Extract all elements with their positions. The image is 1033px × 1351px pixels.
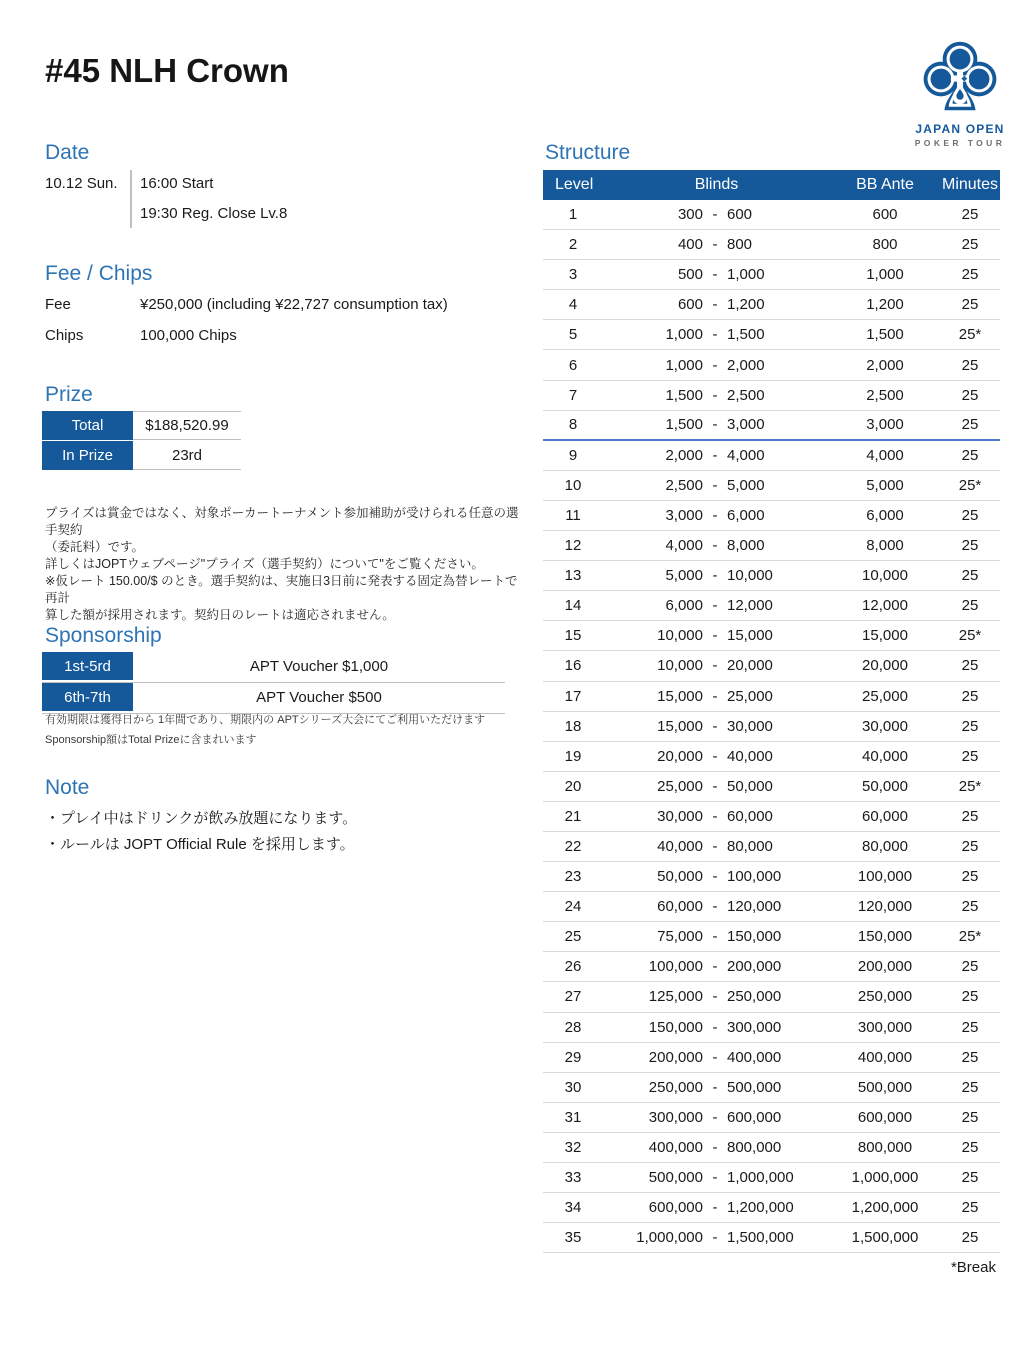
- level-cell: 4: [568, 296, 578, 314]
- structure-row-level-20: [543, 772, 1000, 802]
- level-cell: 32: [564, 1138, 582, 1156]
- structure-row-level-9: [543, 441, 1000, 471]
- small-blind-cell: 6,000: [665, 597, 703, 615]
- bb-ante-cell: 1,200: [866, 296, 904, 314]
- bb-ante-cell: 200,000: [857, 958, 913, 976]
- prize-disclaimer-line: 詳しくはJOPTウェブページ"プライズ（選手契約）について"をご覧ください。: [45, 557, 484, 571]
- minutes-cell: 25: [961, 1199, 979, 1217]
- prize-row: [42, 411, 241, 441]
- bb-ante-cell: 2,000: [866, 356, 904, 374]
- big-blind-cell: 1,200,000: [727, 1199, 794, 1217]
- date-start-time: 16:00 Start: [140, 175, 214, 192]
- column-header-level: Level: [555, 176, 594, 193]
- level-cell: 14: [564, 597, 582, 615]
- small-blind-cell: 30,000: [657, 807, 703, 825]
- minutes-cell: 25: [961, 958, 979, 976]
- minutes-cell: 25: [961, 416, 979, 434]
- blinds-separator: -: [712, 476, 718, 494]
- structure-row-level-23: [543, 862, 1000, 892]
- bb-ante-cell: 10,000: [862, 567, 908, 585]
- small-blind-cell: 60,000: [657, 898, 703, 916]
- small-blind-cell: 500,000: [648, 1169, 703, 1187]
- big-blind-cell: 60,000: [727, 807, 773, 825]
- structure-row-level-18: [543, 712, 1000, 742]
- sponsorship-note-line: Sponsorship額はTotal Prizeに含まれいます: [45, 734, 257, 746]
- small-blind-cell: 600: [677, 296, 703, 314]
- prize-row-value: 23rd: [133, 441, 241, 470]
- note-item: ・プレイ中はドリンクが飲み放題になります。: [45, 810, 358, 827]
- blinds-separator: -: [712, 236, 718, 254]
- big-blind-cell: 2,000: [727, 356, 765, 374]
- bb-ante-cell: 150,000: [857, 928, 913, 946]
- blinds-separator: -: [712, 567, 718, 585]
- small-blind-cell: 400,000: [648, 1138, 703, 1156]
- minutes-cell: 25: [961, 567, 979, 585]
- prize-disclaimer: [45, 505, 525, 624]
- big-blind-cell: 500,000: [727, 1078, 782, 1096]
- structure-row-level-11: [543, 501, 1000, 531]
- date-heading: Date: [45, 141, 90, 164]
- big-blind-cell: 80,000: [727, 838, 773, 856]
- structure-row-level-35: [543, 1223, 1000, 1253]
- level-cell: 15: [564, 627, 582, 645]
- sponsorship-heading: Sponsorship: [45, 624, 162, 647]
- level-cell: 13: [564, 567, 582, 585]
- structure-row-level-14: [543, 591, 1000, 621]
- prize-disclaimer-line: 算した額が採用されます。契約日のレートは適応されません。: [45, 608, 395, 622]
- minutes-cell: 25: [961, 1108, 979, 1126]
- level-cell: 9: [568, 446, 578, 464]
- big-blind-cell: 20,000: [727, 657, 773, 675]
- blinds-separator: -: [712, 988, 718, 1006]
- prize-heading: Prize: [45, 383, 93, 406]
- blinds-separator: -: [712, 928, 718, 946]
- minutes-cell: 25: [961, 1169, 979, 1187]
- blinds-separator: -: [712, 1199, 718, 1217]
- structure-row-level-2: [543, 230, 1000, 260]
- prize-table: [42, 411, 241, 471]
- minutes-cell: 25: [961, 1229, 979, 1247]
- structure-row-level-22: [543, 832, 1000, 862]
- minutes-cell: 25: [961, 386, 979, 404]
- structure-row-level-13: [543, 561, 1000, 591]
- minutes-cell: 25: [961, 356, 979, 374]
- blinds-separator: -: [712, 206, 718, 224]
- big-blind-cell: 300,000: [727, 1018, 782, 1036]
- minutes-cell: 25: [961, 717, 979, 735]
- structure-row-level-31: [543, 1103, 1000, 1133]
- level-cell: 1: [568, 206, 578, 224]
- blinds-separator: -: [712, 868, 718, 886]
- bb-ante-cell: 40,000: [862, 747, 908, 765]
- bb-ante-cell: 800: [872, 236, 898, 254]
- structure-row-level-34: [543, 1193, 1000, 1223]
- blinds-separator: -: [712, 777, 718, 795]
- small-blind-cell: 100,000: [648, 958, 703, 976]
- blinds-separator: -: [712, 446, 718, 464]
- structure-table: [543, 170, 1000, 1253]
- small-blind-cell: 300,000: [648, 1108, 703, 1126]
- minutes-cell: 25: [961, 868, 979, 886]
- structure-heading: Structure: [545, 141, 631, 164]
- level-cell: 12: [564, 537, 582, 555]
- minutes-cell: 25: [961, 687, 979, 705]
- sponsorship-row-value: APT Voucher $500: [256, 688, 382, 706]
- minutes-cell: 25: [961, 1138, 979, 1156]
- bb-ante-cell: 1,500,000: [851, 1229, 919, 1247]
- sponsorship-row-label: 6th-7th: [42, 683, 133, 711]
- jopt-logo: [905, 38, 1015, 148]
- minutes-cell: 25: [961, 1048, 979, 1066]
- big-blind-cell: 600,000: [727, 1108, 782, 1126]
- structure-row-level-3: [543, 260, 1000, 290]
- minutes-cell: 25*: [958, 928, 982, 946]
- bb-ante-cell: 500,000: [857, 1078, 913, 1096]
- level-cell: 34: [564, 1199, 582, 1217]
- column-header-bb-ante: BB Ante: [856, 176, 914, 193]
- small-blind-cell: 1,500: [665, 386, 703, 404]
- column-header-blinds: Blinds: [694, 176, 739, 193]
- big-blind-cell: 800: [727, 236, 753, 254]
- bb-ante-cell: 1,500: [866, 326, 904, 344]
- prize-disclaimer-line: プライズは賞金ではなく、対象ポーカートーナメント参加補助が受けられる任意の選手契約: [45, 506, 519, 537]
- structure-row-level-30: [543, 1073, 1000, 1103]
- big-blind-cell: 50,000: [727, 777, 773, 795]
- big-blind-cell: 200,000: [727, 958, 782, 976]
- break-footnote: *Break: [950, 1259, 996, 1276]
- structure-row-level-27: [543, 982, 1000, 1012]
- small-blind-cell: 50,000: [657, 868, 703, 886]
- blinds-separator: -: [712, 597, 718, 615]
- structure-row-level-8: [543, 411, 1000, 441]
- small-blind-cell: 40,000: [657, 838, 703, 856]
- date-reg-close: 19:30 Reg. Close Lv.8: [140, 205, 288, 222]
- prize-disclaimer-line: （委託料）です。: [45, 540, 145, 554]
- sponsorship-table: [42, 652, 505, 714]
- big-blind-cell: 12,000: [727, 597, 773, 615]
- small-blind-cell: 15,000: [657, 687, 703, 705]
- big-blind-cell: 5,000: [727, 476, 765, 494]
- fee-value: ¥250,000 (including ¥22,727 consumption tax): [140, 296, 448, 313]
- level-cell: 8: [568, 416, 578, 434]
- level-cell: 29: [564, 1048, 582, 1066]
- blinds-separator: -: [712, 717, 718, 735]
- minutes-cell: 25: [961, 807, 979, 825]
- level-cell: 35: [564, 1229, 582, 1247]
- bb-ante-cell: 5,000: [866, 476, 904, 494]
- minutes-cell: 25: [961, 537, 979, 555]
- big-blind-cell: 2,500: [727, 386, 765, 404]
- sponsorship-row-value: APT Voucher $1,000: [249, 657, 389, 675]
- chips-value: 100,000 Chips: [140, 327, 237, 344]
- structure-row-level-7: [543, 381, 1000, 411]
- sponsorship-row-label: 1st-5rd: [42, 652, 133, 680]
- club-icon: [921, 38, 999, 120]
- bb-ante-cell: 120,000: [857, 898, 913, 916]
- small-blind-cell: 125,000: [648, 988, 703, 1006]
- minutes-cell: 25*: [958, 777, 982, 795]
- blinds-separator: -: [712, 537, 718, 555]
- prize-row: [42, 441, 241, 471]
- prize-row-value: $188,520.99: [133, 411, 241, 440]
- structure-row-level-25: [543, 922, 1000, 952]
- blinds-separator: -: [712, 1108, 718, 1126]
- minutes-cell: 25: [961, 506, 979, 524]
- level-cell: 2: [568, 236, 578, 254]
- level-cell: 10: [564, 476, 582, 494]
- minutes-cell: 25: [961, 988, 979, 1006]
- minutes-cell: 25: [961, 296, 979, 314]
- level-cell: 26: [564, 958, 582, 976]
- minutes-cell: 25: [961, 597, 979, 615]
- blinds-separator: -: [712, 838, 718, 856]
- logo-text-poker-tour: POKER TOUR: [914, 138, 1006, 148]
- bb-ante-cell: 3,000: [866, 416, 904, 434]
- small-blind-cell: 5,000: [665, 567, 703, 585]
- blinds-separator: -: [712, 747, 718, 765]
- level-cell: 20: [564, 777, 582, 795]
- structure-row-level-26: [543, 952, 1000, 982]
- bb-ante-cell: 12,000: [862, 597, 908, 615]
- blinds-separator: -: [712, 958, 718, 976]
- big-blind-cell: 600: [727, 206, 753, 224]
- blinds-separator: -: [712, 326, 718, 344]
- minutes-cell: 25: [961, 747, 979, 765]
- level-cell: 31: [564, 1108, 582, 1126]
- bb-ante-cell: 2,500: [866, 386, 904, 404]
- level-cell: 5: [568, 326, 578, 344]
- blinds-separator: -: [712, 1169, 718, 1187]
- bb-ante-cell: 1,000: [866, 266, 904, 284]
- structure-row-level-17: [543, 682, 1000, 712]
- structure-row-level-16: [543, 651, 1000, 681]
- minutes-cell: 25: [961, 266, 979, 284]
- blinds-separator: -: [712, 1018, 718, 1036]
- small-blind-cell: 1,500: [665, 416, 703, 434]
- level-cell: 18: [564, 717, 582, 735]
- blinds-separator: -: [712, 898, 718, 916]
- big-blind-cell: 1,200: [727, 296, 765, 314]
- level-cell: 22: [564, 838, 582, 856]
- blinds-separator: -: [712, 506, 718, 524]
- bb-ante-cell: 20,000: [862, 657, 908, 675]
- bb-ante-cell: 1,000,000: [851, 1169, 919, 1187]
- bb-ante-cell: 400,000: [857, 1048, 913, 1066]
- level-cell: 3: [568, 266, 578, 284]
- level-cell: 33: [564, 1169, 582, 1187]
- chips-label: Chips: [45, 327, 84, 344]
- small-blind-cell: 10,000: [657, 627, 703, 645]
- structure-row-level-28: [543, 1013, 1000, 1043]
- minutes-cell: 25: [961, 206, 979, 224]
- blinds-separator: -: [712, 1078, 718, 1096]
- bb-ante-cell: 600,000: [857, 1108, 913, 1126]
- bb-ante-cell: 100,000: [857, 868, 913, 886]
- prize-disclaimer-line: ※仮レート 150.00/$ のとき。選手契約は、実施日3日前に発表する固定為替レートで再計: [45, 574, 518, 605]
- date-day: 10.12 Sun.: [45, 175, 118, 192]
- minutes-cell: 25: [961, 446, 979, 464]
- level-cell: 16: [564, 657, 582, 675]
- blinds-separator: -: [712, 266, 718, 284]
- small-blind-cell: 300: [677, 206, 703, 224]
- minutes-cell: 25*: [958, 476, 982, 494]
- structure-row-level-5: [543, 320, 1000, 350]
- structure-row-level-12: [543, 531, 1000, 561]
- level-cell: 17: [564, 687, 582, 705]
- small-blind-cell: 1,000: [665, 326, 703, 344]
- bb-ante-cell: 6,000: [866, 506, 904, 524]
- prize-row-label: In Prize: [42, 441, 133, 470]
- bb-ante-cell: 250,000: [857, 988, 913, 1006]
- big-blind-cell: 1,000,000: [727, 1169, 794, 1187]
- sponsorship-notes: [45, 710, 525, 750]
- bb-ante-cell: 600: [872, 206, 898, 224]
- structure-row-level-4: [543, 290, 1000, 320]
- fee-label: Fee: [45, 296, 71, 313]
- small-blind-cell: 25,000: [657, 777, 703, 795]
- sponsorship-row: [42, 652, 505, 683]
- structure-row-level-1: [543, 200, 1000, 230]
- small-blind-cell: 2,000: [665, 446, 703, 464]
- minutes-cell: 25: [961, 1078, 979, 1096]
- big-blind-cell: 1,500: [727, 326, 765, 344]
- note-list: [45, 806, 525, 858]
- structure-row-level-33: [543, 1163, 1000, 1193]
- blinds-separator: -: [712, 687, 718, 705]
- blinds-separator: -: [712, 657, 718, 675]
- blinds-separator: -: [712, 1048, 718, 1066]
- level-cell: 6: [568, 356, 578, 374]
- blinds-separator: -: [712, 627, 718, 645]
- structure-row-level-32: [543, 1133, 1000, 1163]
- small-blind-cell: 500: [677, 266, 703, 284]
- level-cell: 7: [568, 386, 578, 404]
- bb-ante-cell: 60,000: [862, 807, 908, 825]
- note-heading: Note: [45, 776, 90, 799]
- blinds-separator: -: [712, 1138, 718, 1156]
- blinds-separator: -: [712, 807, 718, 825]
- big-blind-cell: 120,000: [727, 898, 782, 916]
- prize-row-label: Total: [42, 411, 133, 440]
- small-blind-cell: 200,000: [648, 1048, 703, 1066]
- bb-ante-cell: 50,000: [862, 777, 908, 795]
- minutes-cell: 25: [961, 1018, 979, 1036]
- small-blind-cell: 1,000: [665, 356, 703, 374]
- bb-ante-cell: 300,000: [857, 1018, 913, 1036]
- structure-row-level-24: [543, 892, 1000, 922]
- level-cell: 24: [564, 898, 582, 916]
- logo-text-japan-open: JAPAN OPEN: [915, 122, 1005, 136]
- fee-chips-heading: Fee / Chips: [45, 262, 153, 285]
- small-blind-cell: 3,000: [665, 506, 703, 524]
- big-blind-cell: 6,000: [727, 506, 765, 524]
- big-blind-cell: 30,000: [727, 717, 773, 735]
- big-blind-cell: 150,000: [727, 928, 782, 946]
- bb-ante-cell: 15,000: [862, 627, 908, 645]
- big-blind-cell: 10,000: [727, 567, 773, 585]
- note-item: ・ルールは JOPT Official Rule を採用します。: [45, 836, 355, 853]
- big-blind-cell: 8,000: [727, 537, 765, 555]
- blinds-separator: -: [712, 386, 718, 404]
- structure-row-level-19: [543, 742, 1000, 772]
- small-blind-cell: 400: [677, 236, 703, 254]
- big-blind-cell: 250,000: [727, 988, 782, 1006]
- bb-ante-cell: 1,200,000: [851, 1199, 919, 1217]
- structure-table-body: [543, 200, 1000, 1253]
- structure-row-level-15: [543, 621, 1000, 651]
- level-cell: 25: [564, 928, 582, 946]
- sponsorship-note-line: 有効期限は獲得日から 1年間であり、期限内の APTシリーズ大会にてご利用いただけます: [45, 714, 486, 726]
- level-cell: 21: [564, 807, 582, 825]
- minutes-cell: 25*: [958, 326, 982, 344]
- big-blind-cell: 1,500,000: [727, 1229, 794, 1247]
- bb-ante-cell: 25,000: [862, 687, 908, 705]
- level-cell: 11: [565, 506, 581, 524]
- big-blind-cell: 40,000: [727, 747, 773, 765]
- structure-table-header: [543, 170, 1000, 200]
- big-blind-cell: 800,000: [727, 1138, 782, 1156]
- bb-ante-cell: 4,000: [866, 446, 904, 464]
- level-cell: 23: [564, 868, 582, 886]
- level-cell: 19: [564, 747, 582, 765]
- minutes-cell: 25: [961, 838, 979, 856]
- blinds-separator: -: [712, 296, 718, 314]
- date-divider: [130, 170, 132, 228]
- big-blind-cell: 100,000: [727, 868, 782, 886]
- small-blind-cell: 4,000: [665, 537, 703, 555]
- level-cell: 30: [564, 1078, 582, 1096]
- big-blind-cell: 25,000: [727, 687, 773, 705]
- small-blind-cell: 15,000: [657, 717, 703, 735]
- minutes-cell: 25: [961, 236, 979, 254]
- small-blind-cell: 1,000,000: [636, 1229, 703, 1247]
- level-cell: 27: [564, 988, 582, 1006]
- big-blind-cell: 1,000: [727, 266, 765, 284]
- small-blind-cell: 250,000: [648, 1078, 703, 1096]
- page-title: #45 NLH Crown: [45, 52, 289, 89]
- small-blind-cell: 600,000: [648, 1199, 703, 1217]
- bb-ante-cell: 30,000: [862, 717, 908, 735]
- small-blind-cell: 75,000: [657, 928, 703, 946]
- structure-row-level-21: [543, 802, 1000, 832]
- column-header-minutes: Minutes: [941, 176, 999, 193]
- structure-row-level-29: [543, 1043, 1000, 1073]
- big-blind-cell: 3,000: [727, 416, 765, 434]
- structure-row-level-6: [543, 350, 1000, 380]
- blinds-separator: -: [712, 416, 718, 434]
- structure-row-level-10: [543, 471, 1000, 501]
- big-blind-cell: 4,000: [727, 446, 765, 464]
- blinds-separator: -: [712, 1229, 718, 1247]
- minutes-cell: 25*: [958, 627, 982, 645]
- bb-ante-cell: 800,000: [857, 1138, 913, 1156]
- small-blind-cell: 10,000: [657, 657, 703, 675]
- bb-ante-cell: 8,000: [866, 537, 904, 555]
- bb-ante-cell: 80,000: [862, 838, 908, 856]
- small-blind-cell: 20,000: [657, 747, 703, 765]
- minutes-cell: 25: [961, 898, 979, 916]
- minutes-cell: 25: [961, 657, 979, 675]
- big-blind-cell: 400,000: [727, 1048, 782, 1066]
- small-blind-cell: 2,500: [665, 476, 703, 494]
- big-blind-cell: 15,000: [727, 627, 773, 645]
- small-blind-cell: 150,000: [648, 1018, 703, 1036]
- blinds-separator: -: [712, 356, 718, 374]
- level-cell: 28: [564, 1018, 582, 1036]
